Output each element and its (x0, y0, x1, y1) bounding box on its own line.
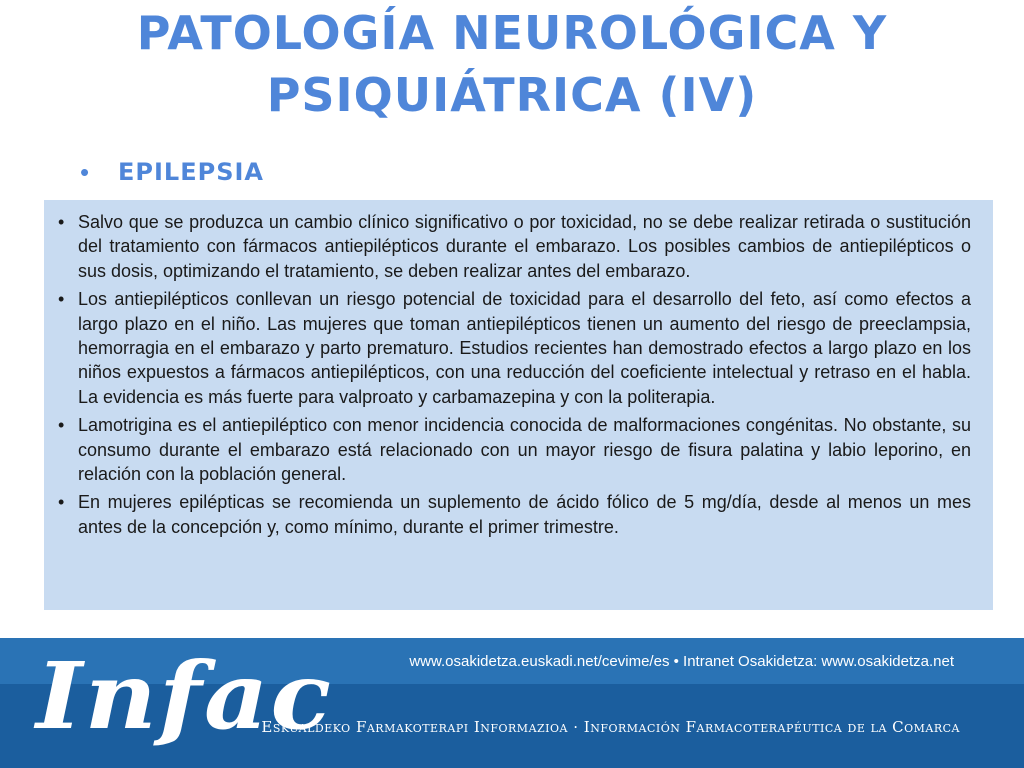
list-item (56, 210, 971, 283)
list-item (56, 490, 971, 539)
infac-logo: Infac (36, 642, 334, 750)
list-item-text: Salvo que se produzca un cambio clínico significativo o por toxicidad, no se debe realizar retirada o sustitución del tratamiento con fármacos antiepilépticos durante el embarazo. Los posibles cambios de antiepilépticos o sus dosis, optimizando el tratamiento, se deben realizar antes del embarazo. (78, 212, 971, 281)
list-item-text: Lamotrigina es el antiepiléptico con menor incidencia conocida de malformaciones congénitas. No obstante, su consumo durante el embarazo está relacionado con un mayor riesgo de fisura palatina y labio leporino, en relación con la población general. (78, 415, 971, 485)
content-list (56, 210, 971, 539)
bullet-icon: • (58, 289, 65, 310)
list-item-text: Los antiepilépticos conllevan un riesgo potencial de toxicidad para el desarrollo del feto, así como efectos a largo plazo en el niño. Las mujeres que toman antiepilépticos tienen un aumento del riesgo de preeclampsia, hemorragia en el embarazo y parto prematuro. Estudios recientes han demostrado efectos a largo plazo en los niños expuestos a fármacos antiepilépticos, con una reducción del coeficiente intelectual y retraso en el habla. La evidencia es más fuerte para valproato y carbamazepina y con la politerapia. (78, 289, 971, 407)
section-heading (80, 154, 264, 190)
bullet-icon: • (58, 415, 65, 436)
bullet-icon: • (58, 212, 65, 232)
bullet-icon: • (80, 157, 90, 187)
footer-tagline: Eskualdeko Farmakoterapi Informazioa · Información Farmacoterapéutica de la Comarca (261, 718, 960, 736)
bullet-icon: • (58, 492, 65, 513)
content-box (44, 200, 993, 610)
list-item (56, 413, 971, 486)
list-item (56, 287, 971, 409)
footer-links[interactable]: www.osakidetza.euskadi.net/cevime/es • Intranet Osakidetza: www.osakidetza.net (409, 653, 954, 670)
slide-title: PATOLOGÍA NEUROLÓGICA Y PSIQUIÁTRICA (IV) (136, 6, 888, 122)
list-item-text: En mujeres epilépticas se recomienda un suplemento de ácido fólico de 5 mg/día, desde al menos un mes antes de la concepción y, como mínimo, durante el primer trimestre. (78, 492, 971, 537)
section-subtitle: EPILEPSIA (118, 158, 264, 186)
